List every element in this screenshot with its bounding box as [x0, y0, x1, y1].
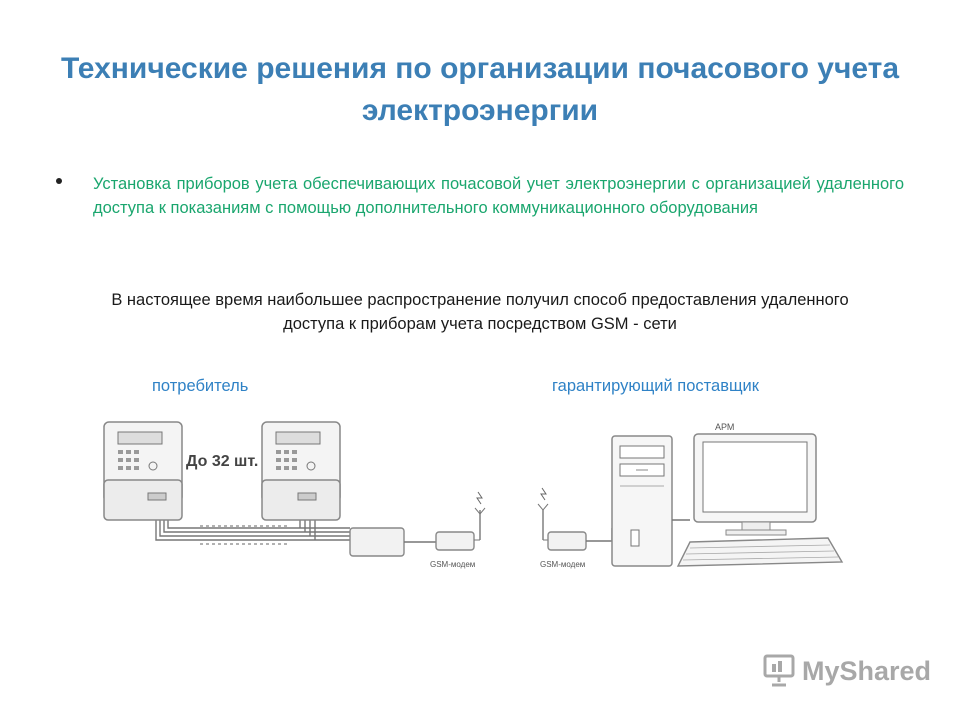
watermark-brand: MyShared — [802, 656, 932, 686]
monitor-icon — [694, 422, 816, 535]
gsm-modem-icon — [436, 492, 485, 550]
workstation-label: АРМ — [715, 422, 735, 432]
keyboard-icon — [678, 538, 842, 566]
bullet-dot-icon — [56, 178, 62, 184]
meters-count-label: До 32 шт. — [186, 453, 259, 470]
electricity-meter-icon — [104, 422, 182, 520]
gsm-note: В настоящее время наибольшее распространение получил способ предоставления удаленного доступа к приборам учета посредством GSM - сети — [111, 291, 849, 333]
consumer-label: потребитель — [152, 377, 249, 395]
interface-converter-icon — [350, 528, 436, 556]
presentation-screen-icon — [762, 652, 796, 688]
gsm-modem-label-left: GSM-модем — [430, 560, 476, 569]
computer-tower-icon — [612, 436, 672, 566]
bullet-item — [56, 172, 904, 220]
myshared-watermark — [762, 652, 932, 692]
metering-diagram — [0, 400, 960, 600]
electricity-meter-icon — [262, 422, 340, 520]
gsm-modem-label-right: GSM-модем — [540, 560, 586, 569]
slide-title: Технические решения по организации почасового учета электроэнергии — [60, 52, 900, 127]
supplier-label: гарантирующий поставщик — [552, 377, 759, 395]
bullet-text: Установка приборов учета обеспечивающих почасовой учет электроэнергии с организацией удаленного доступа к показаниям с помощью дополнительного коммуникационного оборудования — [93, 175, 904, 217]
gsm-modem-icon — [538, 488, 612, 550]
